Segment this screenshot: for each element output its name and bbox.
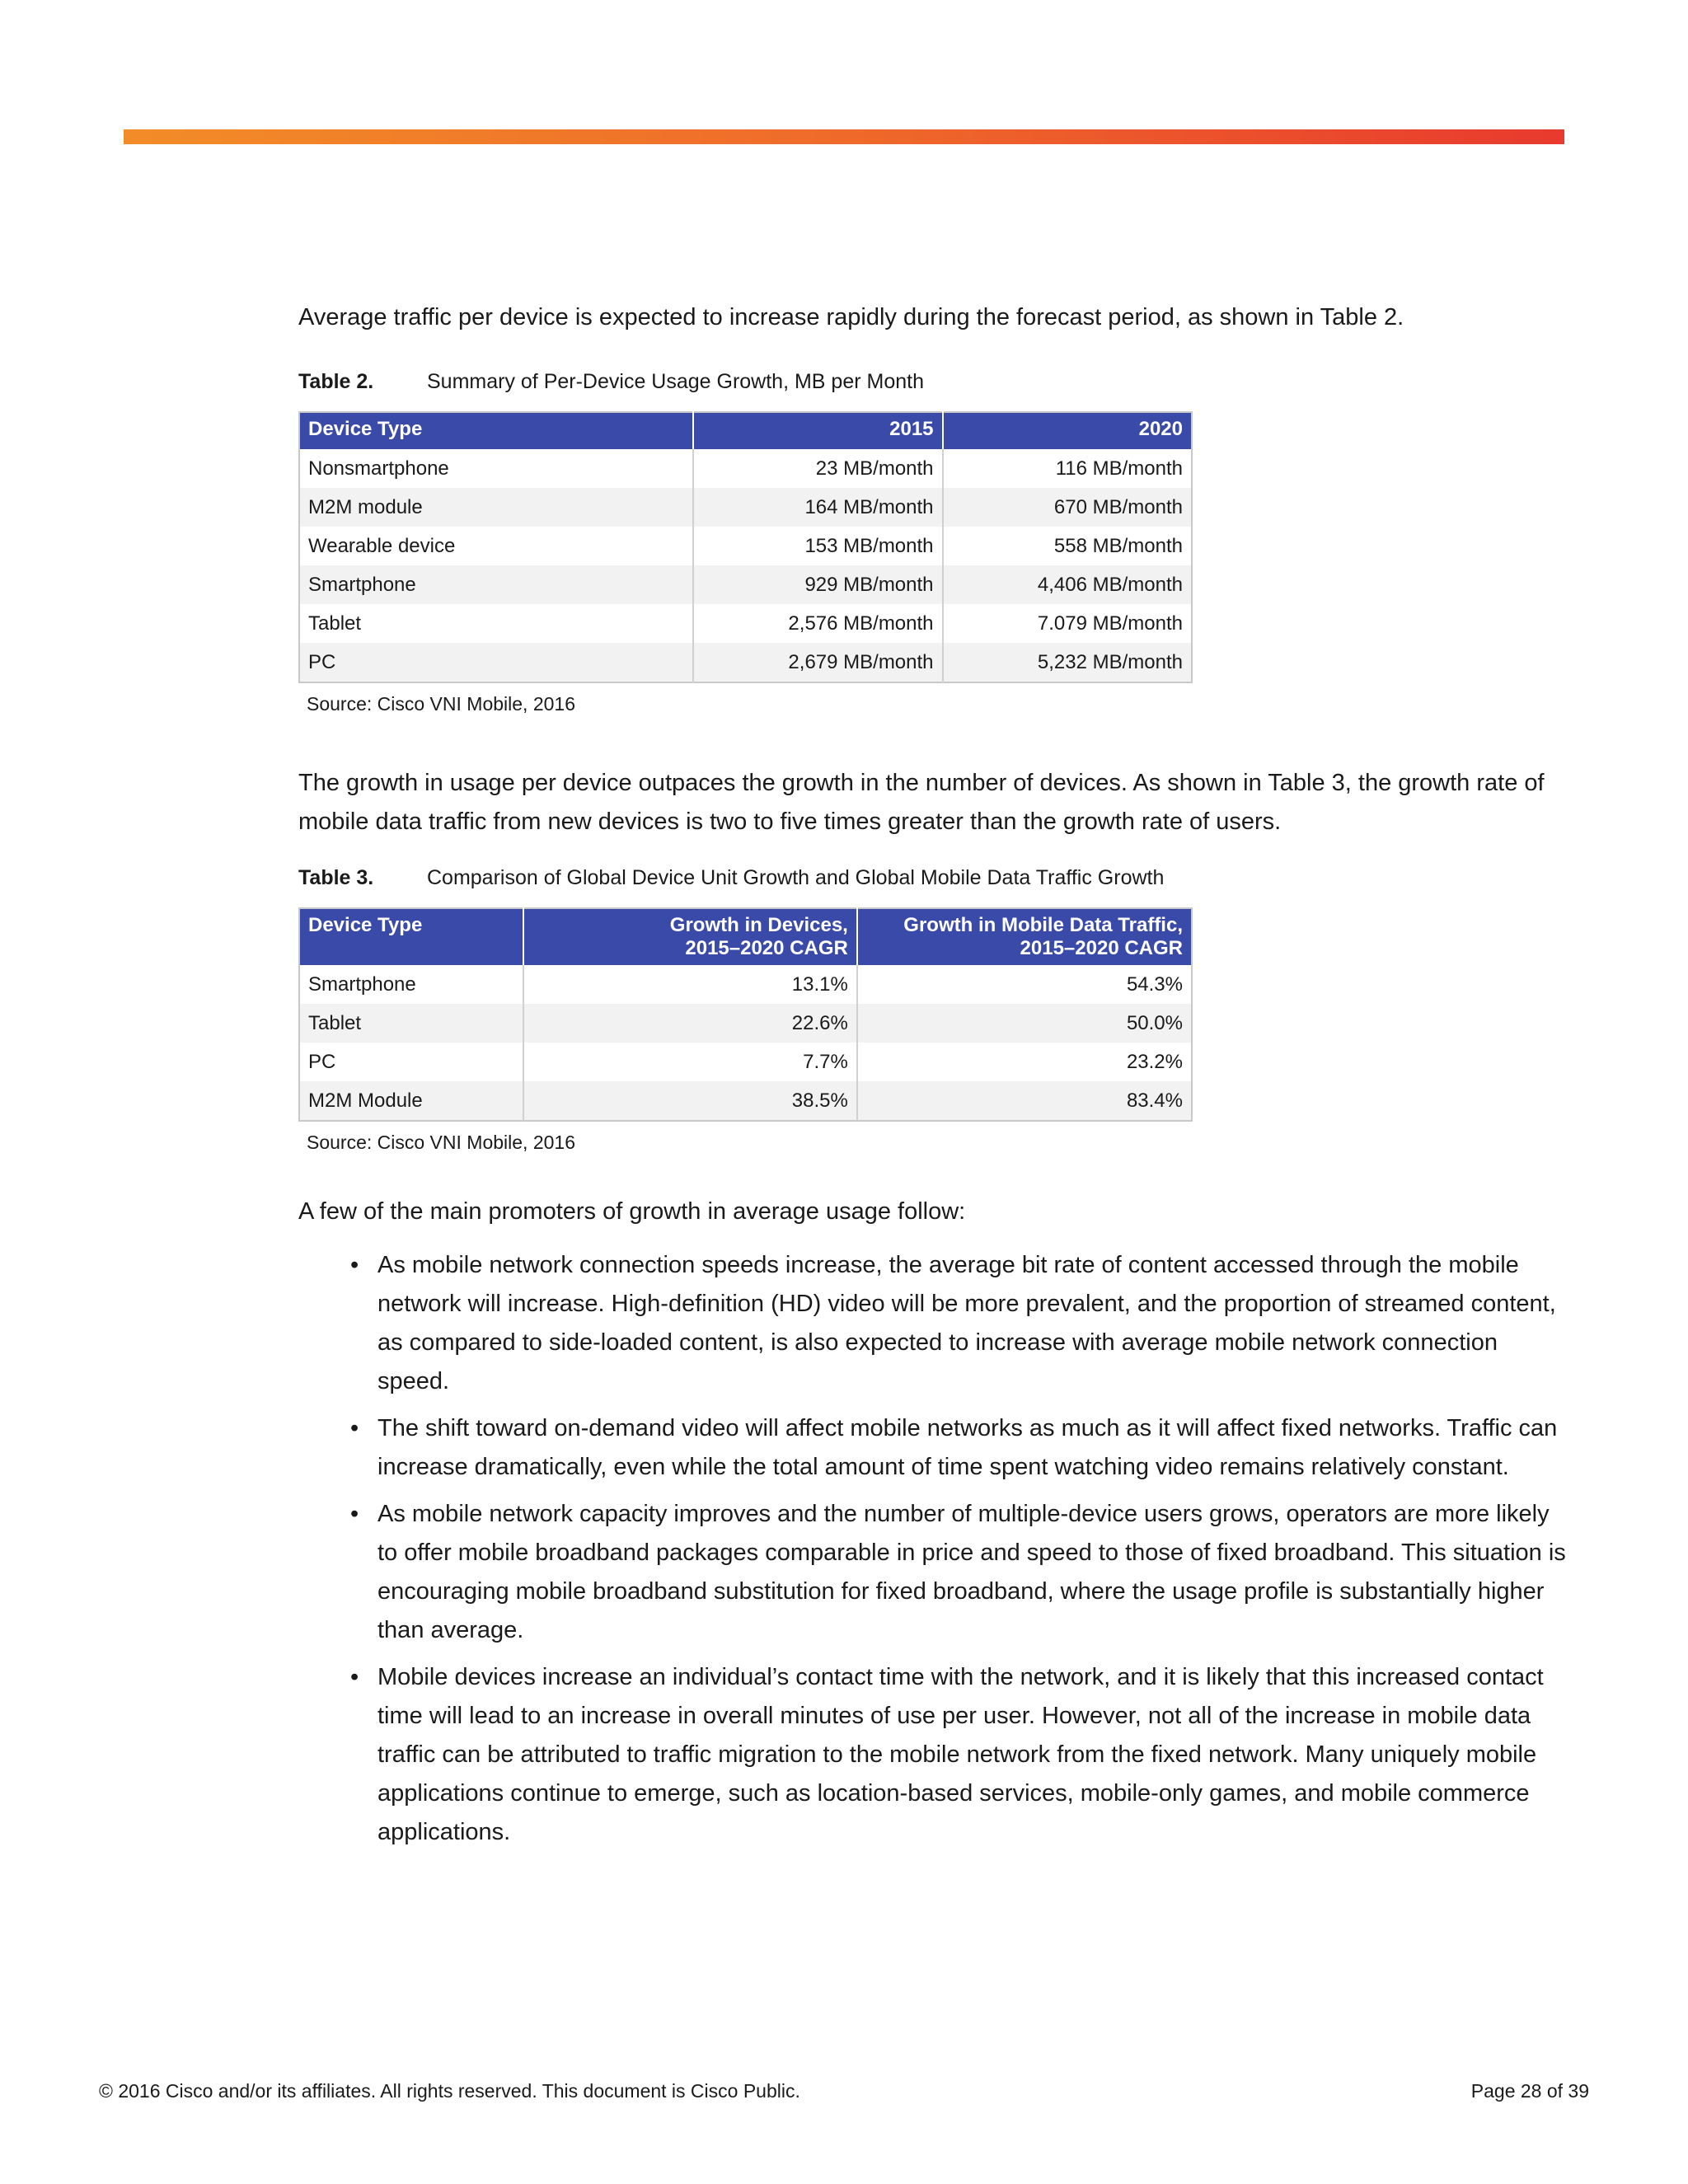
table-cell: 5,232 MB/month bbox=[943, 643, 1192, 682]
table2-header-cell: Device Type bbox=[299, 412, 693, 449]
table-cell: M2M Module bbox=[299, 1081, 523, 1121]
table2-source: Source: Cisco VNI Mobile, 2016 bbox=[307, 693, 575, 715]
table-cell: 54.3% bbox=[857, 965, 1192, 1004]
promoters-list bbox=[298, 1246, 1568, 1852]
table-cell: 153 MB/month bbox=[693, 527, 942, 565]
table-cell: Smartphone bbox=[299, 565, 693, 604]
header-line: 2015–2020 CAGR bbox=[685, 937, 848, 959]
list-item-text: As mobile network capacity improves and the number of multiple-device users grows, operators are more likely to offer mobile broadband packages comparable in price and speed to those of fixed broadband. This situation is encouraging mobile broadband substitution for fixed broadband, where the usage profile is substantially higher than average. bbox=[377, 1501, 1566, 1643]
table-cell: 558 MB/month bbox=[943, 527, 1192, 565]
table2-header-row bbox=[299, 412, 1192, 449]
list-item bbox=[298, 1658, 1568, 1852]
table3-label: Table 3. bbox=[298, 866, 374, 889]
table2-title: Summary of Per-Device Usage Growth, MB per Month bbox=[427, 370, 924, 393]
table-cell: Wearable device bbox=[308, 534, 456, 557]
table-cell: 23.2% bbox=[857, 1043, 1192, 1081]
table-cell: 7.7% bbox=[523, 1043, 857, 1081]
table-cell: 670 MB/month bbox=[943, 488, 1192, 527]
header-line: Growth in Devices, bbox=[669, 914, 848, 936]
table-cell: Smartphone bbox=[308, 972, 416, 996]
table-cell: M2M module bbox=[299, 488, 693, 527]
growth-paragraph: The growth in usage per device outpaces the growth in the number of devices. As shown in Table 3, the growth rate of mobile data traffic from new devices is two to five times greater than the growth rate of users. bbox=[298, 770, 1545, 835]
top-accent-bar bbox=[124, 129, 1564, 144]
table-row bbox=[299, 1004, 1192, 1043]
table-row bbox=[299, 1081, 1192, 1121]
table-cell: 4,406 MB/month bbox=[943, 565, 1192, 604]
intro-paragraph: Average traffic per device is expected to increase rapidly during the forecast period, as shown in Table 2. bbox=[298, 304, 1404, 330]
table3-header-cell bbox=[299, 908, 523, 965]
table-row bbox=[299, 604, 1192, 643]
list-item-text: The shift toward on-demand video will affect mobile networks as much as it will affect fixed networks. Traffic can increase dramatically, even while the total amount of time spent watching video remains relatively constant. bbox=[377, 1415, 1558, 1480]
table-cell: 7.079 MB/month bbox=[943, 604, 1192, 643]
list-item bbox=[298, 1246, 1568, 1401]
table-row bbox=[299, 565, 1192, 604]
table-row bbox=[299, 1043, 1192, 1081]
table-cell: PC bbox=[299, 643, 693, 682]
table-cell: PC bbox=[308, 1050, 336, 1073]
header-line: 2015–2020 CAGR bbox=[1020, 937, 1183, 959]
table-cell: 929 MB/month bbox=[693, 565, 942, 604]
table2 bbox=[298, 411, 1193, 683]
table3-header-cell bbox=[523, 908, 857, 965]
table-cell: 2,576 MB/month bbox=[693, 604, 942, 643]
list-item-text: As mobile network connection speeds increase, the average bit rate of content accessed through the mobile network will increase. High-definition (HD) video will be more prevalent, and the proportion of streamed content, as compared to side-loaded content, is also expected to increase with average mobile network connection speed. bbox=[377, 1252, 1556, 1394]
table3-caption bbox=[298, 865, 1568, 891]
table-cell: 83.4% bbox=[857, 1081, 1192, 1121]
table-cell: Nonsmartphone bbox=[308, 457, 449, 480]
table-cell: Tablet bbox=[308, 612, 362, 635]
table3-header-row bbox=[299, 908, 1192, 965]
table3-header-cell bbox=[857, 908, 1192, 965]
bullet-icon: • bbox=[350, 1415, 359, 1441]
list-item bbox=[298, 1409, 1568, 1487]
list-item-text: Mobile devices increase an individual’s contact time with the network, and it is likely that this increased contact time will lead to an increase in overall minutes of use per user. However, not all of the increase in mobile data traffic can be attributed to traffic migration to the mobile network from the fixed network. Many uniquely mobile applications continue to emerge, such as location-based services, mobile-only games, and mobile commerce applications. bbox=[377, 1664, 1544, 1845]
table2-header-cell: 2015 bbox=[693, 412, 942, 449]
table-cell: 116 MB/month bbox=[943, 449, 1192, 488]
bullet-icon: • bbox=[350, 1664, 359, 1690]
table-cell: 164 MB/month bbox=[693, 488, 942, 527]
table-row bbox=[299, 643, 1192, 682]
promoters-intro: A few of the main promoters of growth in average usage follow: bbox=[298, 1198, 966, 1225]
table-row bbox=[299, 965, 1192, 1004]
page-footer bbox=[99, 2080, 1589, 2102]
table3-title: Comparison of Global Device Unit Growth and Global Mobile Data Traffic Growth bbox=[427, 866, 1165, 889]
table3-source: Source: Cisco VNI Mobile, 2016 bbox=[307, 1132, 575, 1153]
table-cell: 38.5% bbox=[523, 1081, 857, 1121]
table3 bbox=[298, 907, 1193, 1122]
bullet-icon: • bbox=[350, 1252, 359, 1278]
table-cell: 50.0% bbox=[857, 1004, 1192, 1043]
table-cell: Tablet bbox=[299, 1004, 523, 1043]
table-cell: 22.6% bbox=[523, 1004, 857, 1043]
table-row bbox=[299, 449, 1192, 488]
table2-header-cell: 2020 bbox=[943, 412, 1192, 449]
copyright-notice: © 2016 Cisco and/or its affiliates. All rights reserved. This document is Cisco Public. bbox=[99, 2080, 800, 2102]
bullet-icon: • bbox=[350, 1501, 359, 1527]
table-cell: 2,679 MB/month bbox=[693, 643, 942, 682]
table-cell: 23 MB/month bbox=[693, 449, 942, 488]
table-row bbox=[299, 488, 1192, 527]
table2-caption bbox=[298, 368, 1568, 395]
header-line: Growth in Mobile Data Traffic, bbox=[903, 914, 1183, 936]
table-cell: 13.1% bbox=[523, 965, 857, 1004]
page-content bbox=[298, 298, 1568, 1860]
list-item bbox=[298, 1495, 1568, 1650]
table-row bbox=[299, 527, 1192, 565]
header-line: Device Type bbox=[308, 914, 423, 936]
page-number: Page 28 of 39 bbox=[1470, 2080, 1589, 2102]
table2-label: Table 2. bbox=[298, 370, 374, 393]
